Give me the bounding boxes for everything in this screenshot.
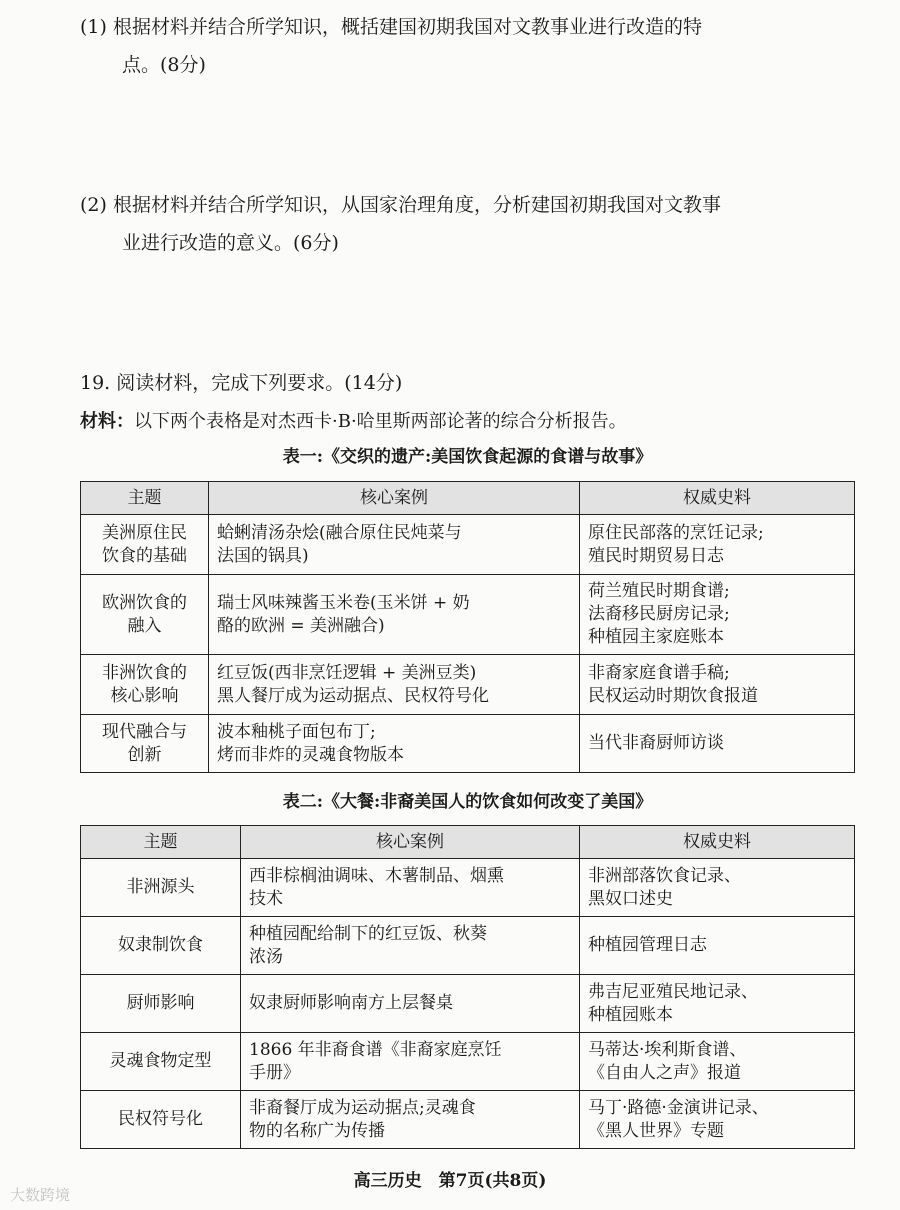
cell-line: 美洲原住民 xyxy=(102,522,187,543)
cell-line: 红豆饭(西非烹饪逻辑 + 美洲豆类) xyxy=(217,662,477,683)
table-row xyxy=(81,515,855,575)
cell-line: 种植园配给制下的红豆饭、秋葵 xyxy=(249,923,487,944)
cell-source xyxy=(580,917,855,975)
cell-line: 物的名称广为传播 xyxy=(249,1120,385,1141)
cell-case xyxy=(241,859,580,917)
table-2-caption: 表二:《大餐:非裔美国人的饮食如何改变了美国》 xyxy=(282,792,653,812)
cell-case xyxy=(209,515,580,575)
cell-line: 奴隶制饮食 xyxy=(118,935,203,955)
cell-line: 西非棕榈油调味、木薯制品、烟熏 xyxy=(249,865,504,886)
cell-case xyxy=(241,1033,580,1091)
cell-case xyxy=(209,715,580,773)
table-1 xyxy=(80,481,855,773)
cell-topic xyxy=(81,917,241,975)
cell-line: 蛤蜊清汤杂烩(融合原住民炖菜与 xyxy=(217,522,462,543)
cell-topic xyxy=(81,975,241,1033)
question-1-number: (1) xyxy=(80,16,107,38)
cell-line: 波本釉桃子面包布丁; xyxy=(217,721,376,742)
question-1-line2: 点。(8分) xyxy=(122,54,206,76)
cell-line: 厨师影响 xyxy=(126,993,195,1013)
cell-line: 非洲部落饮食记录、 xyxy=(588,865,741,886)
cell-topic xyxy=(81,715,209,773)
table-2 xyxy=(80,825,855,1149)
question-1-line1: 根据材料并结合所学知识，概括建国初期我国对文教事业进行改造的特 xyxy=(112,16,702,38)
cell-line: 种植园账本 xyxy=(588,1004,673,1025)
cell-line: 弗吉尼亚殖民地记录、 xyxy=(588,981,758,1002)
cell-source xyxy=(580,575,855,655)
material-intro xyxy=(80,408,870,436)
cell-case xyxy=(209,575,580,655)
cell-line: 奴隶厨师影响南方上层餐桌 xyxy=(249,993,453,1013)
watermark: 大数跨境 xyxy=(10,1186,71,1204)
cell-line: 灵魂食物定型 xyxy=(109,1051,212,1071)
cell-line: 饮食的基础 xyxy=(102,545,187,566)
cell-case xyxy=(241,917,580,975)
cell-line: 瑞士风味辣酱玉米卷(玉米饼 + 奶 xyxy=(217,592,470,613)
question-2 xyxy=(80,186,870,262)
cell-topic xyxy=(81,515,209,575)
cell-line: 现代融合与 xyxy=(102,721,187,742)
cell-line: 种植园管理日志 xyxy=(588,935,707,955)
cell-source xyxy=(580,1033,855,1091)
table-row xyxy=(81,975,855,1033)
table-row xyxy=(81,715,855,773)
cell-line: 黑奴口述史 xyxy=(588,888,673,909)
cell-line: 当代非裔厨师访谈 xyxy=(588,733,724,753)
question-2-line2: 业进行改造的意义。(6分) xyxy=(122,232,339,254)
cell-line: 马蒂达·埃利斯食谱、 xyxy=(588,1039,747,1060)
table-header-case: 核心案例 xyxy=(209,482,580,515)
table-row xyxy=(81,859,855,917)
question-19 xyxy=(80,369,870,397)
cell-line: 荷兰殖民时期食谱; xyxy=(588,581,730,601)
cell-line: 马丁·路德·金演讲记录、 xyxy=(588,1097,769,1118)
cell-line: 非裔餐厅成为运动据点;灵魂食 xyxy=(249,1097,476,1118)
question-1 xyxy=(80,8,870,84)
question-2-line1: 根据材料并结合所学知识，从国家治理角度，分析建国初期我国对文教事 xyxy=(112,194,721,216)
cell-line: 核心影响 xyxy=(110,685,179,706)
cell-line: 《自由人之声》报道 xyxy=(588,1062,741,1083)
cell-line: 法裔移民厨房记录; xyxy=(588,604,730,624)
table-row xyxy=(81,1091,855,1149)
question-19-number: 19. xyxy=(80,372,111,394)
cell-line: 非洲源头 xyxy=(126,877,195,897)
cell-line: 法国的锅具) xyxy=(217,545,309,566)
table-row xyxy=(81,655,855,715)
table-row xyxy=(81,575,855,655)
cell-line: 种植园主家庭账本 xyxy=(588,627,724,647)
material-text: 以下两个表格是对杰西卡·B·哈里斯两部论著的综合分析报告。 xyxy=(134,411,627,432)
cell-line: 创新 xyxy=(127,744,162,765)
table-header-case: 核心案例 xyxy=(241,826,580,859)
table-row xyxy=(81,917,855,975)
cell-source xyxy=(580,1091,855,1149)
cell-source xyxy=(580,715,855,773)
cell-case xyxy=(209,655,580,715)
cell-case xyxy=(241,975,580,1033)
cell-source xyxy=(580,655,855,715)
table-2-header-row xyxy=(81,826,855,859)
table-1-caption: 表一:《交织的遗产:美国饮食起源的食谱与故事》 xyxy=(282,447,653,467)
question-19-text: 阅读材料，完成下列要求。(14分) xyxy=(116,372,403,394)
cell-line: 殖民时期贸易日志 xyxy=(588,545,724,566)
cell-line: 《黑人世界》专题 xyxy=(588,1120,724,1141)
material-label: 材料： xyxy=(80,411,134,432)
page-footer: 高三历史 第7页(共8页) xyxy=(353,1171,547,1191)
cell-topic xyxy=(81,1033,241,1091)
table-1-header-row xyxy=(81,482,855,515)
question-2-number: (2) xyxy=(80,194,107,216)
cell-topic xyxy=(81,859,241,917)
cell-line: 非裔家庭食谱手稿; xyxy=(588,662,730,683)
cell-topic xyxy=(81,575,209,655)
cell-topic xyxy=(81,655,209,715)
cell-line: 酪的欧洲 = 美洲融合) xyxy=(217,615,385,636)
cell-line: 手册》 xyxy=(249,1062,300,1083)
cell-case xyxy=(241,1091,580,1149)
cell-line: 原住民部落的烹饪记录; xyxy=(588,522,764,543)
cell-line: 浓汤 xyxy=(249,946,283,967)
cell-source xyxy=(580,859,855,917)
table-header-topic: 主题 xyxy=(81,482,209,515)
table-row xyxy=(81,1033,855,1091)
cell-line: 民权符号化 xyxy=(118,1109,203,1129)
cell-line: 民权运动时期饮食报道 xyxy=(588,685,758,706)
cell-line: 非洲饮食的 xyxy=(102,662,187,683)
table-header-source: 权威史料 xyxy=(580,826,855,859)
cell-line: 技术 xyxy=(249,888,283,909)
cell-source xyxy=(580,515,855,575)
cell-line: 烤而非炸的灵魂食物版本 xyxy=(217,744,404,765)
cell-source xyxy=(580,975,855,1033)
table-header-topic: 主题 xyxy=(81,826,241,859)
cell-line: 融入 xyxy=(127,615,162,636)
cell-line: 1866 年非裔食谱《非裔家庭烹饪 xyxy=(249,1039,502,1060)
cell-line: 黑人餐厅成为运动据点、民权符号化 xyxy=(217,685,489,706)
cell-topic xyxy=(81,1091,241,1149)
table-header-source: 权威史料 xyxy=(580,482,855,515)
cell-line: 欧洲饮食的 xyxy=(102,592,187,613)
